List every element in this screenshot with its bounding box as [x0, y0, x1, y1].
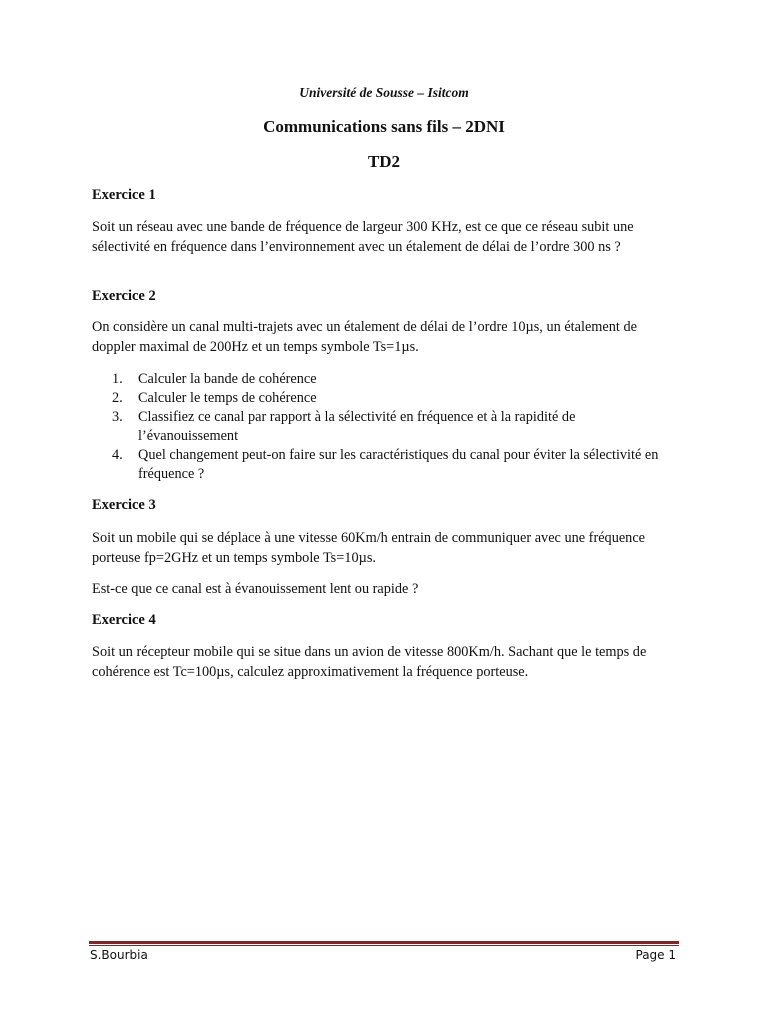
exercise-1-title: Exercice 1: [92, 187, 156, 203]
course-title: Communications sans fils – 2DNI: [263, 117, 505, 136]
exercise-1-text: Soit un réseau avec une bande de fréquence de largeur 300 KHz, est ce que ce réseau subit une sélectivité en fréquence dans l’environnement avec un étalement de délai de l’ordre 300 ns ?: [92, 219, 634, 255]
footer-rule: [89, 941, 679, 944]
footer-rule-thin: [89, 945, 679, 946]
university-header: Université de Sousse – Isitcom: [299, 85, 469, 100]
list-item-number: 2.: [112, 390, 123, 406]
footer-page-number: Page 1: [635, 948, 676, 962]
exercise-2-title: Exercice 2: [92, 288, 156, 304]
exercise-4-title: Exercice 4: [92, 612, 156, 628]
exercise-2-text: On considère un canal multi-trajets avec un étalement de délai de l’ordre 10µs, un étalement de doppler maximal de 200Hz et un temps symbole Ts=1µs.: [92, 319, 637, 355]
exercise-3-question: Est-ce que ce canal est à évanouissement lent ou rapide ?: [92, 581, 419, 597]
exercise-3-title: Exercice 3: [92, 497, 156, 513]
list-item: [92, 389, 676, 408]
list-item-text: Calculer le temps de cohérence: [138, 390, 317, 406]
exercise-4-text: Soit un récepteur mobile qui se situe dans un avion de vitesse 800Km/h. Sachant que le temps de cohérence est Tc=100µs, calculez approximativement la fréquence porteuse.: [92, 644, 647, 680]
exercise-2-question-list: [92, 370, 676, 484]
footer-author: S.Bourbia: [90, 948, 148, 962]
list-item-number: 4.: [112, 447, 123, 463]
list-item: [92, 408, 676, 446]
list-item-text: Classifiez ce canal par rapport à la sélectivité en fréquence et à la rapidité de l’évanouissement: [138, 409, 576, 444]
list-item-text: Calculer la bande de cohérence: [138, 371, 317, 387]
list-item: [92, 370, 676, 389]
exercise-3-text: Soit un mobile qui se déplace à une vitesse 60Km/h entrain de communiquer avec une fréquence porteuse fp=2GHz et un temps symbole Ts=10µs.: [92, 530, 646, 566]
list-item: [92, 446, 676, 484]
list-item-number: 3.: [112, 409, 123, 425]
list-item-number: 1.: [112, 371, 123, 387]
td-title: TD2: [367, 152, 401, 171]
list-item-text: Quel changement peut-on faire sur les caractéristiques du canal pour éviter la sélectivité en fréquence ?: [138, 447, 659, 482]
